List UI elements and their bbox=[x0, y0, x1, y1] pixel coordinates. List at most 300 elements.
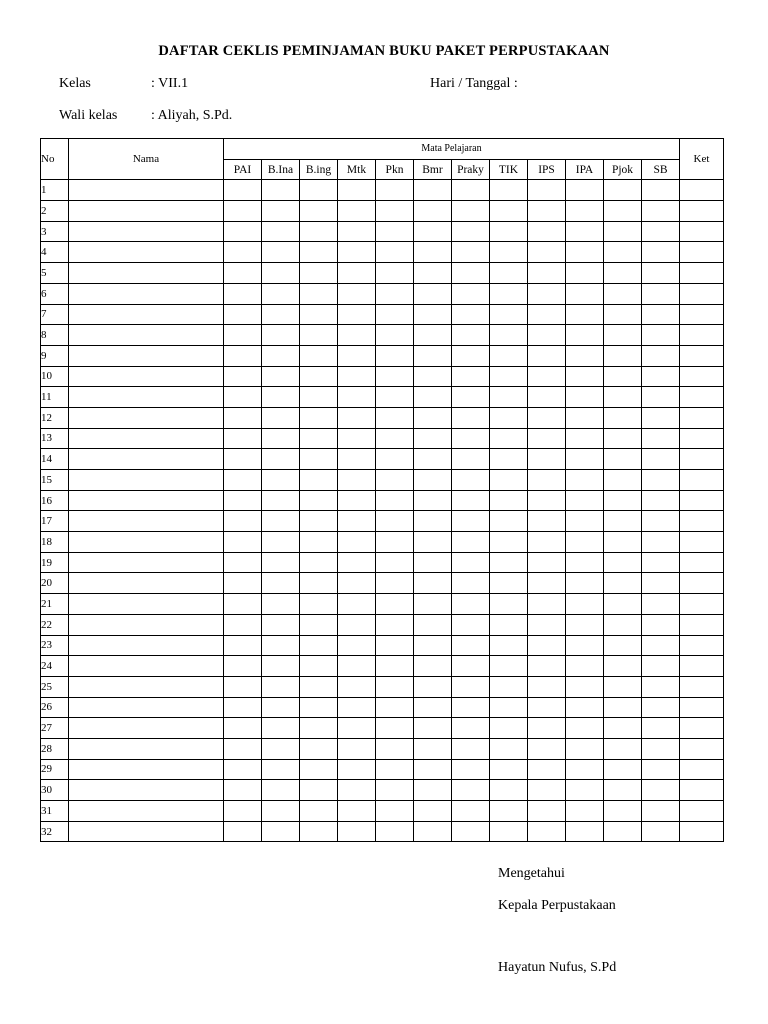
checklist-cell[interactable] bbox=[376, 614, 414, 635]
checklist-cell[interactable] bbox=[528, 759, 566, 780]
checklist-cell[interactable] bbox=[414, 552, 452, 573]
checklist-cell[interactable] bbox=[414, 263, 452, 284]
checklist-cell[interactable] bbox=[376, 738, 414, 759]
checklist-cell[interactable] bbox=[490, 242, 528, 263]
checklist-cell[interactable] bbox=[490, 573, 528, 594]
checklist-cell[interactable] bbox=[452, 594, 490, 615]
checklist-cell[interactable] bbox=[642, 718, 680, 739]
checklist-cell[interactable] bbox=[338, 594, 376, 615]
checklist-cell[interactable] bbox=[566, 635, 604, 656]
checklist-cell[interactable] bbox=[490, 490, 528, 511]
checklist-cell[interactable] bbox=[490, 676, 528, 697]
checklist-cell[interactable] bbox=[452, 490, 490, 511]
nama-cell[interactable] bbox=[69, 552, 224, 573]
checklist-cell[interactable] bbox=[566, 614, 604, 635]
checklist-cell[interactable] bbox=[376, 345, 414, 366]
checklist-cell[interactable] bbox=[528, 242, 566, 263]
checklist-cell[interactable] bbox=[490, 594, 528, 615]
ket-cell[interactable] bbox=[680, 407, 724, 428]
checklist-cell[interactable] bbox=[338, 821, 376, 842]
checklist-cell[interactable] bbox=[452, 552, 490, 573]
checklist-cell[interactable] bbox=[300, 407, 338, 428]
nama-cell[interactable] bbox=[69, 242, 224, 263]
checklist-cell[interactable] bbox=[300, 490, 338, 511]
checklist-cell[interactable] bbox=[300, 759, 338, 780]
nama-cell[interactable] bbox=[69, 718, 224, 739]
checklist-cell[interactable] bbox=[376, 366, 414, 387]
checklist-cell[interactable] bbox=[338, 718, 376, 739]
checklist-cell[interactable] bbox=[452, 407, 490, 428]
checklist-cell[interactable] bbox=[452, 676, 490, 697]
checklist-cell[interactable] bbox=[224, 635, 262, 656]
checklist-cell[interactable] bbox=[262, 573, 300, 594]
checklist-cell[interactable] bbox=[452, 635, 490, 656]
nama-cell[interactable] bbox=[69, 263, 224, 284]
checklist-cell[interactable] bbox=[338, 407, 376, 428]
checklist-cell[interactable] bbox=[262, 304, 300, 325]
checklist-cell[interactable] bbox=[224, 201, 262, 222]
checklist-cell[interactable] bbox=[224, 676, 262, 697]
checklist-cell[interactable] bbox=[262, 449, 300, 470]
checklist-cell[interactable] bbox=[262, 552, 300, 573]
checklist-cell[interactable] bbox=[414, 532, 452, 553]
checklist-cell[interactable] bbox=[566, 263, 604, 284]
checklist-cell[interactable] bbox=[528, 221, 566, 242]
checklist-cell[interactable] bbox=[642, 697, 680, 718]
checklist-cell[interactable] bbox=[490, 407, 528, 428]
checklist-cell[interactable] bbox=[490, 345, 528, 366]
checklist-cell[interactable] bbox=[528, 635, 566, 656]
checklist-cell[interactable] bbox=[490, 428, 528, 449]
nama-cell[interactable] bbox=[69, 759, 224, 780]
checklist-cell[interactable] bbox=[566, 428, 604, 449]
nama-cell[interactable] bbox=[69, 304, 224, 325]
checklist-cell[interactable] bbox=[566, 304, 604, 325]
checklist-cell[interactable] bbox=[262, 532, 300, 553]
checklist-cell[interactable] bbox=[490, 801, 528, 822]
checklist-cell[interactable] bbox=[566, 387, 604, 408]
checklist-cell[interactable] bbox=[452, 821, 490, 842]
checklist-cell[interactable] bbox=[224, 697, 262, 718]
checklist-cell[interactable] bbox=[224, 387, 262, 408]
nama-cell[interactable] bbox=[69, 490, 224, 511]
checklist-cell[interactable] bbox=[566, 345, 604, 366]
nama-cell[interactable] bbox=[69, 221, 224, 242]
checklist-cell[interactable] bbox=[528, 697, 566, 718]
checklist-cell[interactable] bbox=[262, 221, 300, 242]
checklist-cell[interactable] bbox=[528, 780, 566, 801]
checklist-cell[interactable] bbox=[376, 304, 414, 325]
checklist-cell[interactable] bbox=[604, 428, 642, 449]
checklist-cell[interactable] bbox=[376, 201, 414, 222]
checklist-cell[interactable] bbox=[224, 738, 262, 759]
nama-cell[interactable] bbox=[69, 470, 224, 491]
checklist-cell[interactable] bbox=[376, 801, 414, 822]
checklist-cell[interactable] bbox=[566, 573, 604, 594]
checklist-cell[interactable] bbox=[338, 801, 376, 822]
checklist-cell[interactable] bbox=[642, 449, 680, 470]
checklist-cell[interactable] bbox=[604, 366, 642, 387]
checklist-cell[interactable] bbox=[376, 594, 414, 615]
checklist-cell[interactable] bbox=[300, 201, 338, 222]
checklist-cell[interactable] bbox=[642, 801, 680, 822]
checklist-cell[interactable] bbox=[642, 387, 680, 408]
checklist-cell[interactable] bbox=[452, 366, 490, 387]
checklist-cell[interactable] bbox=[300, 263, 338, 284]
checklist-cell[interactable] bbox=[490, 718, 528, 739]
checklist-cell[interactable] bbox=[376, 697, 414, 718]
checklist-cell[interactable] bbox=[566, 801, 604, 822]
checklist-cell[interactable] bbox=[490, 697, 528, 718]
checklist-cell[interactable] bbox=[376, 759, 414, 780]
checklist-cell[interactable] bbox=[566, 366, 604, 387]
checklist-cell[interactable] bbox=[300, 821, 338, 842]
checklist-cell[interactable] bbox=[452, 387, 490, 408]
checklist-cell[interactable] bbox=[642, 511, 680, 532]
checklist-cell[interactable] bbox=[528, 614, 566, 635]
checklist-cell[interactable] bbox=[414, 407, 452, 428]
checklist-cell[interactable] bbox=[376, 656, 414, 677]
nama-cell[interactable] bbox=[69, 511, 224, 532]
checklist-cell[interactable] bbox=[376, 718, 414, 739]
checklist-cell[interactable] bbox=[224, 304, 262, 325]
ket-cell[interactable] bbox=[680, 366, 724, 387]
checklist-cell[interactable] bbox=[376, 511, 414, 532]
ket-cell[interactable] bbox=[680, 325, 724, 346]
checklist-cell[interactable] bbox=[452, 511, 490, 532]
checklist-cell[interactable] bbox=[376, 470, 414, 491]
checklist-cell[interactable] bbox=[414, 573, 452, 594]
ket-cell[interactable] bbox=[680, 449, 724, 470]
checklist-cell[interactable] bbox=[338, 780, 376, 801]
checklist-cell[interactable] bbox=[490, 635, 528, 656]
checklist-cell[interactable] bbox=[642, 614, 680, 635]
checklist-cell[interactable] bbox=[490, 201, 528, 222]
checklist-cell[interactable] bbox=[528, 201, 566, 222]
checklist-cell[interactable] bbox=[338, 470, 376, 491]
checklist-cell[interactable] bbox=[224, 821, 262, 842]
checklist-cell[interactable] bbox=[452, 180, 490, 201]
checklist-cell[interactable] bbox=[338, 511, 376, 532]
checklist-cell[interactable] bbox=[224, 345, 262, 366]
checklist-cell[interactable] bbox=[452, 738, 490, 759]
checklist-cell[interactable] bbox=[566, 490, 604, 511]
checklist-cell[interactable] bbox=[604, 325, 642, 346]
checklist-cell[interactable] bbox=[262, 263, 300, 284]
checklist-cell[interactable] bbox=[262, 718, 300, 739]
checklist-cell[interactable] bbox=[604, 594, 642, 615]
nama-cell[interactable] bbox=[69, 345, 224, 366]
checklist-cell[interactable] bbox=[490, 283, 528, 304]
checklist-cell[interactable] bbox=[262, 325, 300, 346]
checklist-cell[interactable] bbox=[262, 614, 300, 635]
checklist-cell[interactable] bbox=[566, 221, 604, 242]
checklist-cell[interactable] bbox=[604, 656, 642, 677]
checklist-cell[interactable] bbox=[452, 345, 490, 366]
checklist-cell[interactable] bbox=[262, 738, 300, 759]
checklist-cell[interactable] bbox=[528, 325, 566, 346]
checklist-cell[interactable] bbox=[262, 635, 300, 656]
checklist-cell[interactable] bbox=[566, 552, 604, 573]
checklist-cell[interactable] bbox=[224, 759, 262, 780]
ket-cell[interactable] bbox=[680, 759, 724, 780]
checklist-cell[interactable] bbox=[528, 718, 566, 739]
checklist-cell[interactable] bbox=[376, 552, 414, 573]
checklist-cell[interactable] bbox=[224, 325, 262, 346]
checklist-cell[interactable] bbox=[566, 242, 604, 263]
checklist-cell[interactable] bbox=[338, 552, 376, 573]
checklist-cell[interactable] bbox=[224, 242, 262, 263]
checklist-cell[interactable] bbox=[376, 180, 414, 201]
checklist-cell[interactable] bbox=[414, 242, 452, 263]
checklist-cell[interactable] bbox=[452, 573, 490, 594]
checklist-cell[interactable] bbox=[566, 718, 604, 739]
checklist-cell[interactable] bbox=[642, 635, 680, 656]
checklist-cell[interactable] bbox=[224, 490, 262, 511]
checklist-cell[interactable] bbox=[262, 345, 300, 366]
checklist-cell[interactable] bbox=[224, 594, 262, 615]
checklist-cell[interactable] bbox=[604, 635, 642, 656]
checklist-cell[interactable] bbox=[262, 428, 300, 449]
checklist-cell[interactable] bbox=[414, 801, 452, 822]
checklist-cell[interactable] bbox=[262, 759, 300, 780]
checklist-cell[interactable] bbox=[338, 738, 376, 759]
checklist-cell[interactable] bbox=[338, 573, 376, 594]
checklist-cell[interactable] bbox=[452, 759, 490, 780]
checklist-cell[interactable] bbox=[414, 614, 452, 635]
checklist-cell[interactable] bbox=[262, 594, 300, 615]
checklist-cell[interactable] bbox=[224, 428, 262, 449]
checklist-cell[interactable] bbox=[642, 738, 680, 759]
checklist-cell[interactable] bbox=[224, 656, 262, 677]
checklist-cell[interactable] bbox=[528, 366, 566, 387]
checklist-cell[interactable] bbox=[376, 676, 414, 697]
checklist-cell[interactable] bbox=[300, 242, 338, 263]
checklist-cell[interactable] bbox=[224, 511, 262, 532]
nama-cell[interactable] bbox=[69, 201, 224, 222]
checklist-cell[interactable] bbox=[528, 470, 566, 491]
checklist-cell[interactable] bbox=[604, 821, 642, 842]
checklist-cell[interactable] bbox=[604, 201, 642, 222]
checklist-cell[interactable] bbox=[604, 738, 642, 759]
checklist-cell[interactable] bbox=[376, 821, 414, 842]
ket-cell[interactable] bbox=[680, 635, 724, 656]
checklist-cell[interactable] bbox=[566, 676, 604, 697]
checklist-cell[interactable] bbox=[642, 242, 680, 263]
checklist-cell[interactable] bbox=[414, 718, 452, 739]
ket-cell[interactable] bbox=[680, 490, 724, 511]
checklist-cell[interactable] bbox=[490, 325, 528, 346]
checklist-cell[interactable] bbox=[452, 325, 490, 346]
checklist-cell[interactable] bbox=[300, 532, 338, 553]
checklist-cell[interactable] bbox=[376, 490, 414, 511]
checklist-cell[interactable] bbox=[604, 345, 642, 366]
checklist-cell[interactable] bbox=[300, 221, 338, 242]
checklist-cell[interactable] bbox=[528, 801, 566, 822]
checklist-cell[interactable] bbox=[642, 180, 680, 201]
checklist-cell[interactable] bbox=[452, 532, 490, 553]
checklist-cell[interactable] bbox=[262, 490, 300, 511]
checklist-cell[interactable] bbox=[414, 345, 452, 366]
checklist-cell[interactable] bbox=[528, 738, 566, 759]
checklist-cell[interactable] bbox=[452, 221, 490, 242]
checklist-cell[interactable] bbox=[642, 594, 680, 615]
checklist-cell[interactable] bbox=[262, 366, 300, 387]
checklist-cell[interactable] bbox=[604, 573, 642, 594]
checklist-cell[interactable] bbox=[338, 325, 376, 346]
checklist-cell[interactable] bbox=[300, 387, 338, 408]
checklist-cell[interactable] bbox=[528, 428, 566, 449]
checklist-cell[interactable] bbox=[490, 263, 528, 284]
checklist-cell[interactable] bbox=[642, 345, 680, 366]
checklist-cell[interactable] bbox=[566, 325, 604, 346]
checklist-cell[interactable] bbox=[490, 656, 528, 677]
checklist-cell[interactable] bbox=[414, 635, 452, 656]
checklist-cell[interactable] bbox=[528, 656, 566, 677]
checklist-cell[interactable] bbox=[642, 676, 680, 697]
nama-cell[interactable] bbox=[69, 801, 224, 822]
checklist-cell[interactable] bbox=[338, 759, 376, 780]
checklist-cell[interactable] bbox=[414, 656, 452, 677]
checklist-cell[interactable] bbox=[452, 283, 490, 304]
checklist-cell[interactable] bbox=[300, 738, 338, 759]
checklist-cell[interactable] bbox=[224, 283, 262, 304]
ket-cell[interactable] bbox=[680, 801, 724, 822]
checklist-cell[interactable] bbox=[376, 635, 414, 656]
checklist-cell[interactable] bbox=[262, 242, 300, 263]
checklist-cell[interactable] bbox=[414, 304, 452, 325]
checklist-cell[interactable] bbox=[414, 759, 452, 780]
checklist-cell[interactable] bbox=[414, 676, 452, 697]
ket-cell[interactable] bbox=[680, 387, 724, 408]
checklist-cell[interactable] bbox=[604, 759, 642, 780]
nama-cell[interactable] bbox=[69, 656, 224, 677]
checklist-cell[interactable] bbox=[376, 449, 414, 470]
checklist-cell[interactable] bbox=[604, 221, 642, 242]
checklist-cell[interactable] bbox=[528, 407, 566, 428]
checklist-cell[interactable] bbox=[300, 180, 338, 201]
nama-cell[interactable] bbox=[69, 449, 224, 470]
checklist-cell[interactable] bbox=[642, 407, 680, 428]
checklist-cell[interactable] bbox=[338, 387, 376, 408]
checklist-cell[interactable] bbox=[452, 428, 490, 449]
nama-cell[interactable] bbox=[69, 366, 224, 387]
checklist-cell[interactable] bbox=[414, 594, 452, 615]
ket-cell[interactable] bbox=[680, 718, 724, 739]
checklist-cell[interactable] bbox=[262, 407, 300, 428]
checklist-cell[interactable] bbox=[300, 676, 338, 697]
checklist-cell[interactable] bbox=[262, 387, 300, 408]
checklist-cell[interactable] bbox=[642, 325, 680, 346]
checklist-cell[interactable] bbox=[300, 697, 338, 718]
checklist-cell[interactable] bbox=[414, 325, 452, 346]
ket-cell[interactable] bbox=[680, 283, 724, 304]
checklist-cell[interactable] bbox=[490, 759, 528, 780]
checklist-cell[interactable] bbox=[376, 263, 414, 284]
checklist-cell[interactable] bbox=[604, 614, 642, 635]
ket-cell[interactable] bbox=[680, 573, 724, 594]
checklist-cell[interactable] bbox=[262, 821, 300, 842]
checklist-cell[interactable] bbox=[490, 614, 528, 635]
checklist-cell[interactable] bbox=[642, 201, 680, 222]
checklist-cell[interactable] bbox=[414, 366, 452, 387]
checklist-cell[interactable] bbox=[604, 718, 642, 739]
checklist-cell[interactable] bbox=[338, 304, 376, 325]
checklist-cell[interactable] bbox=[414, 511, 452, 532]
checklist-cell[interactable] bbox=[338, 428, 376, 449]
checklist-cell[interactable] bbox=[338, 532, 376, 553]
checklist-cell[interactable] bbox=[566, 656, 604, 677]
nama-cell[interactable] bbox=[69, 614, 224, 635]
checklist-cell[interactable] bbox=[490, 511, 528, 532]
ket-cell[interactable] bbox=[680, 221, 724, 242]
checklist-cell[interactable] bbox=[262, 801, 300, 822]
checklist-cell[interactable] bbox=[528, 304, 566, 325]
checklist-cell[interactable] bbox=[452, 242, 490, 263]
checklist-cell[interactable] bbox=[642, 221, 680, 242]
checklist-cell[interactable] bbox=[604, 532, 642, 553]
checklist-cell[interactable] bbox=[414, 470, 452, 491]
checklist-cell[interactable] bbox=[604, 387, 642, 408]
nama-cell[interactable] bbox=[69, 697, 224, 718]
checklist-cell[interactable] bbox=[338, 635, 376, 656]
checklist-cell[interactable] bbox=[262, 780, 300, 801]
ket-cell[interactable] bbox=[680, 697, 724, 718]
checklist-cell[interactable] bbox=[224, 573, 262, 594]
checklist-cell[interactable] bbox=[452, 263, 490, 284]
nama-cell[interactable] bbox=[69, 325, 224, 346]
checklist-cell[interactable] bbox=[490, 180, 528, 201]
ket-cell[interactable] bbox=[680, 821, 724, 842]
checklist-cell[interactable] bbox=[300, 801, 338, 822]
checklist-cell[interactable] bbox=[452, 470, 490, 491]
checklist-cell[interactable] bbox=[376, 573, 414, 594]
checklist-cell[interactable] bbox=[376, 387, 414, 408]
checklist-cell[interactable] bbox=[490, 304, 528, 325]
checklist-cell[interactable] bbox=[414, 428, 452, 449]
ket-cell[interactable] bbox=[680, 656, 724, 677]
checklist-cell[interactable] bbox=[490, 532, 528, 553]
ket-cell[interactable] bbox=[680, 532, 724, 553]
checklist-cell[interactable] bbox=[528, 511, 566, 532]
checklist-cell[interactable] bbox=[642, 573, 680, 594]
checklist-cell[interactable] bbox=[338, 676, 376, 697]
ket-cell[interactable] bbox=[680, 180, 724, 201]
checklist-cell[interactable] bbox=[224, 221, 262, 242]
checklist-cell[interactable] bbox=[528, 676, 566, 697]
nama-cell[interactable] bbox=[69, 676, 224, 697]
checklist-cell[interactable] bbox=[528, 180, 566, 201]
checklist-cell[interactable] bbox=[566, 780, 604, 801]
checklist-cell[interactable] bbox=[262, 180, 300, 201]
checklist-cell[interactable] bbox=[642, 821, 680, 842]
checklist-cell[interactable] bbox=[642, 428, 680, 449]
checklist-cell[interactable] bbox=[604, 780, 642, 801]
checklist-cell[interactable] bbox=[338, 283, 376, 304]
checklist-cell[interactable] bbox=[300, 552, 338, 573]
checklist-cell[interactable] bbox=[604, 801, 642, 822]
checklist-cell[interactable] bbox=[490, 366, 528, 387]
checklist-cell[interactable] bbox=[376, 780, 414, 801]
checklist-cell[interactable] bbox=[262, 656, 300, 677]
checklist-cell[interactable] bbox=[414, 697, 452, 718]
nama-cell[interactable] bbox=[69, 532, 224, 553]
checklist-cell[interactable] bbox=[452, 697, 490, 718]
checklist-cell[interactable] bbox=[338, 366, 376, 387]
checklist-cell[interactable] bbox=[338, 697, 376, 718]
checklist-cell[interactable] bbox=[452, 304, 490, 325]
nama-cell[interactable] bbox=[69, 180, 224, 201]
